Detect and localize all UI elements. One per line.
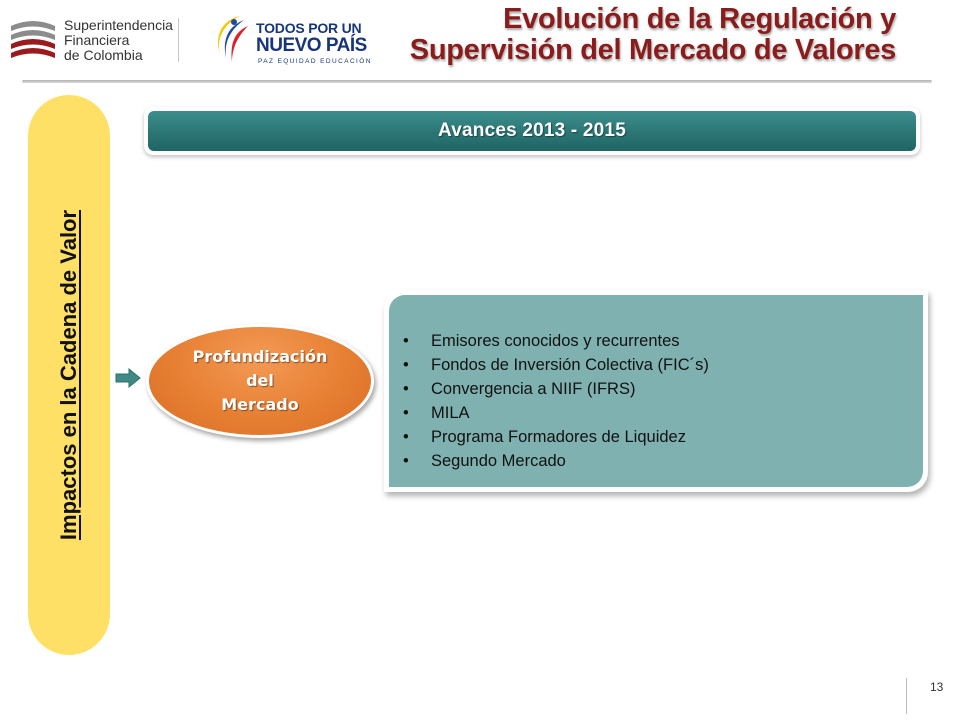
topic-oval-line: del — [246, 371, 274, 390]
list-item — [403, 329, 709, 353]
colombia-shield-icon — [210, 12, 254, 68]
list-item-text: Emisores conocidos y recurrentes — [431, 332, 680, 350]
list-item-text: MILA — [431, 404, 470, 422]
list-item-text: Convergencia a NIIF (IFRS) — [431, 380, 636, 398]
gov-logo-line1: TODOS POR UN — [256, 20, 362, 36]
side-pill-label: Impactos en la Cadena de Valor — [56, 209, 81, 541]
section-banner-fill — [148, 111, 916, 151]
sfc-logo-line: de Colombia — [64, 47, 143, 63]
list-item — [403, 425, 709, 449]
bullet-glyph: • — [403, 452, 409, 470]
achievements-list — [403, 329, 709, 473]
bullet-glyph: • — [403, 428, 409, 446]
slide-title-line1: Evolución de la Regulación y — [503, 3, 896, 35]
list-item-text: Segundo Mercado — [431, 452, 566, 470]
bullet-glyph: • — [403, 356, 409, 374]
header-divider — [22, 80, 932, 83]
achievements-box — [384, 290, 928, 492]
section-banner-text: Avances 2013 - 2015 — [438, 120, 626, 141]
government-logo — [210, 10, 372, 70]
gov-logo-line2: NUEVO PAÍS — [256, 35, 367, 56]
list-item — [403, 377, 709, 401]
page-number-divider — [906, 678, 907, 714]
page-number: 13 — [930, 680, 944, 694]
right-arrow-icon — [115, 368, 141, 388]
sfc-logo-line: Financiera — [64, 32, 130, 48]
achievements-box-fill — [389, 295, 923, 487]
slide-title-line2: Supervisión del Mercado de Valores — [409, 34, 896, 66]
sfc-logo-mark-icon — [8, 14, 58, 64]
sfc-logo-text — [64, 18, 173, 63]
list-item-text: Programa Formadores de Liquidez — [431, 428, 686, 446]
sfc-logo — [8, 14, 178, 66]
section-banner — [144, 107, 920, 155]
gov-logo-tagline: PAZ EQUIDAD EDUCACIÓN — [258, 58, 372, 65]
list-item — [403, 449, 709, 473]
topic-oval — [146, 324, 374, 438]
list-item — [403, 401, 709, 425]
topic-oval-fill — [149, 327, 371, 435]
sfc-logo-line: Superintendencia — [64, 17, 173, 33]
topic-oval-line: Profundización — [192, 347, 328, 366]
list-item — [403, 353, 709, 377]
bullet-glyph: • — [403, 380, 409, 398]
list-item-text: Fondos de Inversión Colectiva (FIC´s) — [431, 356, 709, 374]
bullet-glyph: • — [403, 404, 409, 422]
bullet-glyph: • — [403, 332, 409, 350]
slide-title — [410, 4, 896, 66]
topic-oval-line: Mercado — [221, 395, 299, 414]
logo-divider — [178, 18, 179, 62]
